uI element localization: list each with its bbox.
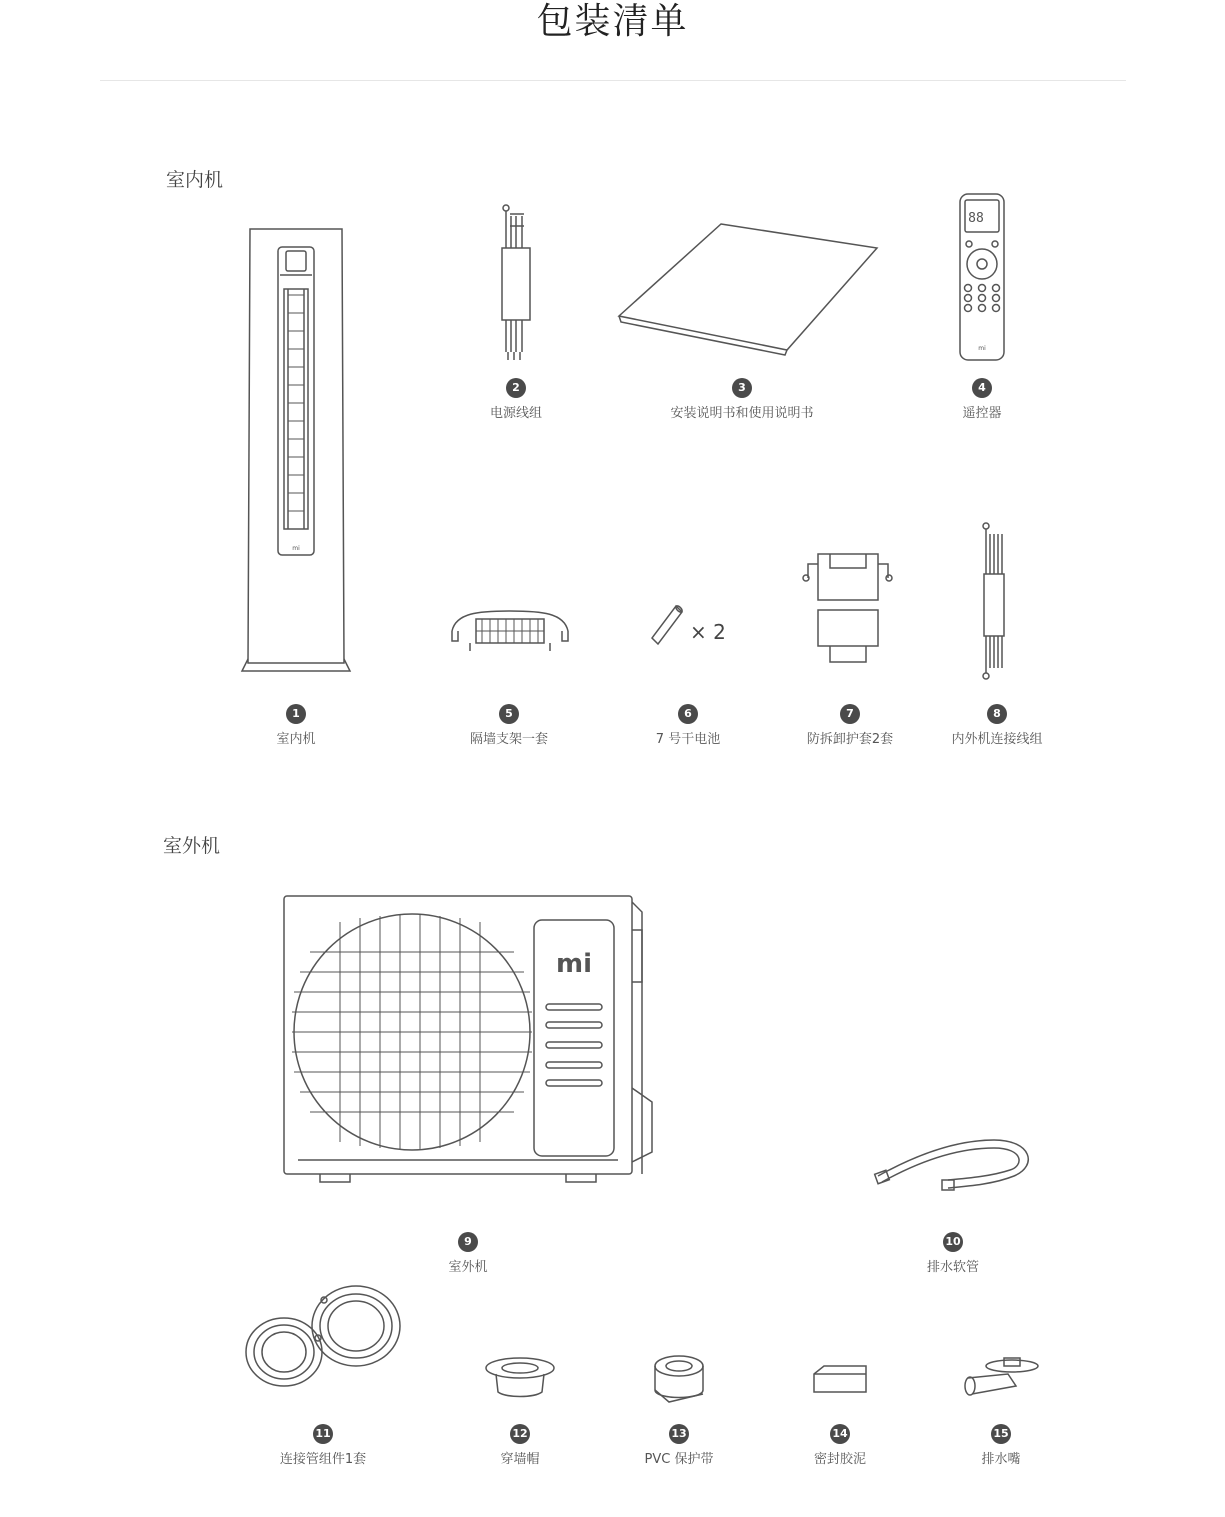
item-label: 连接管组件1套 <box>279 1452 367 1467</box>
item-number-badge: 10 <box>943 1232 963 1252</box>
item-number-badge: 1 <box>286 704 306 724</box>
item-number-badge: 5 <box>499 704 519 724</box>
section-title-indoor: 室内机 <box>166 169 224 191</box>
item-label: 7 号干电池 <box>655 732 721 747</box>
power-cable-icon <box>496 202 536 362</box>
item-label: 电源线组 <box>489 406 542 421</box>
item-1 <box>176 702 416 747</box>
item-number-badge: 2 <box>506 378 526 398</box>
sealing-putty-icon <box>810 1362 870 1396</box>
item-label: 密封胶泥 <box>813 1452 866 1467</box>
drain-nozzle-icon <box>960 1356 1042 1398</box>
item-label: 遥控器 <box>962 406 1002 421</box>
remote-control-icon <box>958 192 1006 362</box>
drain-hose-icon <box>874 1136 1040 1192</box>
item-label: 穿墙帽 <box>500 1452 540 1467</box>
item-number-badge: 9 <box>458 1232 478 1252</box>
page-title: 包装清单 <box>536 1 689 42</box>
item-number-badge: 4 <box>972 378 992 398</box>
item-number-badge: 3 <box>732 378 752 398</box>
item-label: 室外机 <box>448 1260 488 1275</box>
section-title-outdoor: 室外机 <box>163 835 221 857</box>
item-number-badge: 7 <box>840 704 860 724</box>
item-9 <box>348 1230 588 1275</box>
item-number-badge: 15 <box>991 1424 1011 1444</box>
item-10 <box>833 1230 1073 1275</box>
item-number-badge: 8 <box>987 704 1007 724</box>
item-2 <box>396 376 636 421</box>
connection-cable-icon <box>978 520 1006 682</box>
battery-icon <box>648 604 684 648</box>
pipe-coil-icon <box>244 1282 404 1392</box>
item-number-badge: 11 <box>313 1424 333 1444</box>
item-label: 排水软管 <box>926 1260 979 1275</box>
item-3 <box>622 376 862 421</box>
indoor-logo: mi <box>292 545 300 552</box>
item-label: 防拆卸护套2套 <box>806 732 894 747</box>
item-number-badge: 6 <box>678 704 698 724</box>
item-label: 室内机 <box>276 732 316 747</box>
protective-cover-icon <box>800 548 895 666</box>
item-8 <box>877 702 1117 747</box>
wall-bracket-icon <box>448 605 573 653</box>
outdoor-unit-icon <box>280 892 662 1184</box>
remote-display: 88 <box>968 211 984 226</box>
item-label: PVC 保护带 <box>644 1452 714 1467</box>
pvc-tape-icon <box>651 1354 707 1406</box>
item-number-badge: 14 <box>830 1424 850 1444</box>
item-number-badge: 12 <box>510 1424 530 1444</box>
item-label: 隔墙支架一套 <box>469 732 548 747</box>
item-number-badge: 13 <box>669 1424 689 1444</box>
wall-cap-icon <box>484 1356 556 1398</box>
item-label: 安装说明书和使用说明书 <box>670 406 814 421</box>
item-label: 内外机连接线组 <box>951 732 1043 747</box>
battery-quantity: × 2 <box>690 620 726 644</box>
svg-text:mi: mi <box>978 345 986 352</box>
manual-icon <box>615 220 880 355</box>
title-divider <box>100 80 1126 81</box>
item-label: 排水嘴 <box>981 1452 1021 1467</box>
indoor-unit-icon <box>240 225 352 677</box>
item-4 <box>862 376 1102 421</box>
outdoor-logo: mi <box>555 949 593 979</box>
item-15 <box>881 1422 1121 1467</box>
